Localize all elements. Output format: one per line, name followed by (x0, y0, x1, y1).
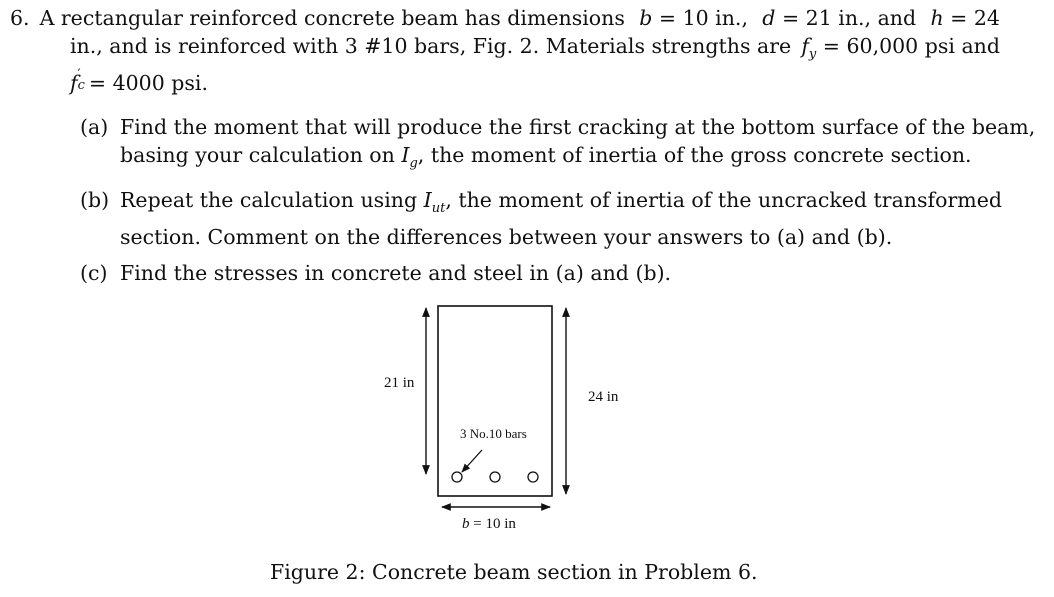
part-a-line-1 (120, 113, 1035, 141)
part-text (120, 113, 1035, 178)
figure-caption: Figure 2: Concrete beam section in Problem 6. (270, 560, 758, 584)
sym-b: b (639, 6, 653, 30)
problem-line-1-text (40, 4, 1000, 32)
eq-1: = (658, 6, 677, 30)
rebar-2 (490, 472, 500, 482)
sym-fc: f (70, 71, 78, 96)
sym-d: d (762, 6, 776, 30)
part-a-l1: Find the moment that will produce the first cracking at the bottom surface of the beam, (120, 115, 1036, 139)
part-b-l2: section. Comment on the differences between your answers to (a) and (b). (120, 225, 893, 250)
beam-section-drawing (370, 296, 670, 546)
part-b-line-1 (120, 186, 1002, 223)
dim-b (639, 4, 748, 32)
part-a (80, 113, 1036, 178)
problem-statement (10, 4, 1000, 97)
part-text (120, 186, 1002, 251)
width-label (462, 516, 516, 533)
part-b (80, 186, 1000, 251)
beam-outline (438, 306, 552, 496)
part-label: (a) (80, 115, 109, 139)
sym-I: I (401, 143, 410, 167)
width-value: = 10 in (473, 516, 516, 532)
sub-c: c (77, 78, 85, 94)
bars-label: 3 No.10 bars (460, 426, 527, 441)
part-b-l1a: Repeat the calculation using (120, 188, 418, 213)
val-h: 24 (973, 6, 1000, 30)
rebar-1 (452, 472, 462, 482)
problem-line-2 (40, 32, 1000, 69)
part-c (80, 259, 1000, 287)
sub-y: y (808, 47, 817, 63)
prime: ′ (77, 67, 81, 83)
part-text (120, 259, 1000, 287)
val-fy: = 60,000 psi and (822, 34, 1000, 58)
fc-script (78, 69, 85, 97)
part-a-line-2 (120, 141, 1035, 178)
dim-h (930, 4, 1000, 32)
rebar-3 (528, 472, 538, 482)
sym-h: h (930, 6, 944, 30)
part-b-l1b: , the moment of inertia of the uncracked transformed (445, 188, 1002, 213)
sub-ut: ut (431, 201, 446, 217)
beam-figure (370, 296, 670, 546)
sym-f: f (801, 34, 809, 58)
height-label: 24 in (588, 389, 619, 405)
part-label: (b) (80, 188, 110, 213)
part-b-line-2 (120, 223, 1002, 251)
eq-2: = (781, 6, 800, 30)
problem-text-a: A rectangular reinforced concrete beam has dimensions (39, 6, 625, 30)
eq-3: = (950, 6, 968, 30)
part-label: (c) (80, 261, 108, 286)
val-b: 10 in., (682, 6, 748, 30)
val-d: 21 in., and (805, 6, 917, 30)
sym-I: I (423, 188, 432, 213)
part-c-l1: Find the stresses in concrete and steel in (a) and (b). (120, 261, 672, 286)
problem-line-1 (10, 4, 1000, 32)
part-a-l2b: , the moment of inertia of the gross concrete section. (417, 143, 972, 167)
depth-label: 21 in (384, 375, 415, 391)
part-a-l2a: basing your calculation on (120, 143, 395, 167)
sym-b-fig: b (462, 516, 470, 532)
problem-text-b: in., and is reinforced with 3 #10 bars, Fig. 2. Materials strengths are (70, 34, 792, 58)
val-fc: = 4000 psi. (88, 71, 208, 96)
problem-line-3 (40, 69, 1000, 97)
problem-parts (80, 113, 1036, 295)
bars-leader-arrow (462, 450, 482, 472)
part-c-line-1 (120, 259, 1000, 287)
dim-d (762, 4, 916, 32)
sub-g: g (409, 156, 418, 172)
problem-number: 6. (10, 6, 30, 30)
fy-expr (801, 32, 1000, 69)
